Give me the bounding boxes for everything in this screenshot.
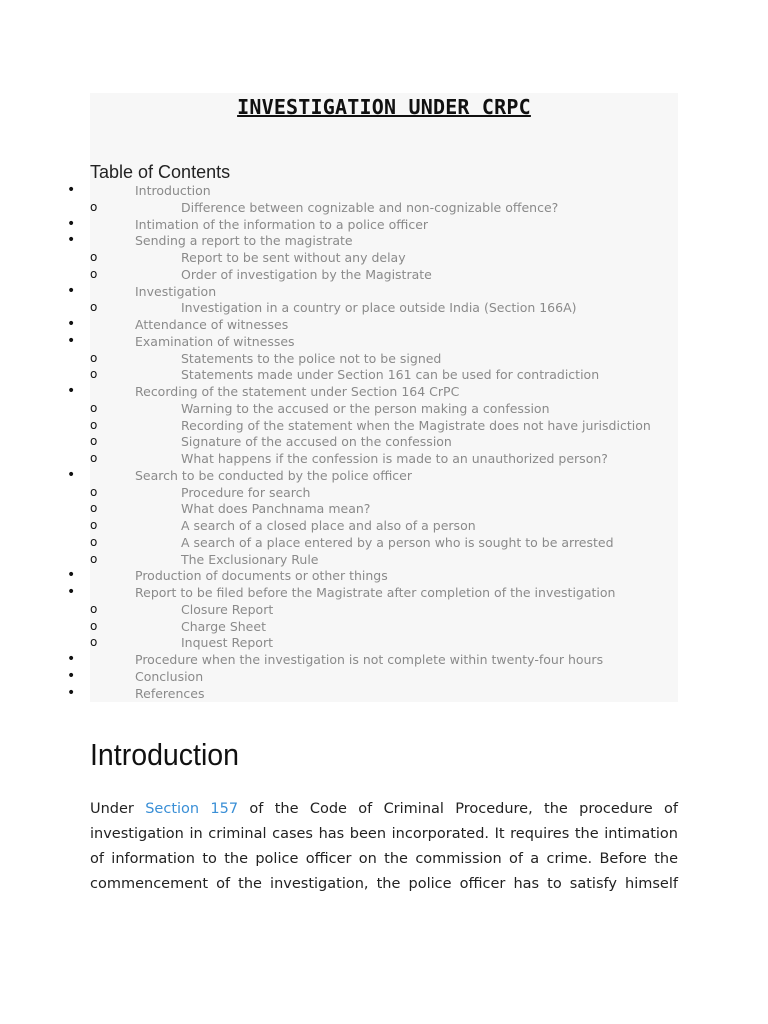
circle-bullet-icon: o xyxy=(90,601,98,616)
bullet-icon: • xyxy=(67,567,76,584)
bullet-icon: • xyxy=(67,667,76,684)
toc-link[interactable]: Search to be conducted by the police officer xyxy=(135,467,413,483)
document-title: INVESTIGATION UNDER CRPC xyxy=(237,95,531,119)
bullet-icon: • xyxy=(67,651,76,667)
toc-link[interactable]: Production of documents or other things xyxy=(135,568,388,584)
toc-item[interactable] xyxy=(90,299,577,316)
circle-bullet-icon: o xyxy=(90,551,98,566)
toc-item[interactable] xyxy=(90,450,608,467)
toc-link[interactable]: Order of investigation by the Magistrate xyxy=(181,266,432,282)
circle-bullet-icon: o xyxy=(90,618,98,633)
toc-item[interactable] xyxy=(90,417,651,434)
toc-item[interactable] xyxy=(90,517,476,534)
toc-link[interactable]: Closure Report xyxy=(181,601,274,617)
toc-link[interactable]: Statements made under Section 161 can be used for contradiction xyxy=(181,367,600,383)
toc-item[interactable] xyxy=(67,584,616,601)
toc-link[interactable]: Report to be sent without any delay xyxy=(181,250,406,265)
circle-bullet-icon: o xyxy=(90,250,98,264)
section-157-link[interactable]: Section 157 xyxy=(145,801,239,817)
toc-item[interactable] xyxy=(90,634,273,651)
paragraph-text: of the Code of Criminal Procedure, the procedure of xyxy=(249,801,679,817)
toc-link[interactable]: Introduction xyxy=(135,183,211,198)
toc-item[interactable] xyxy=(90,266,432,283)
toc-item[interactable] xyxy=(67,332,295,350)
toc-item[interactable] xyxy=(67,182,211,199)
toc-link[interactable]: References xyxy=(135,685,205,701)
toc-link[interactable]: Procedure when the investigation is not complete within twenty-four hours xyxy=(135,652,604,667)
toc-link[interactable]: Charge Sheet xyxy=(181,618,266,634)
toc-item[interactable] xyxy=(90,350,442,367)
circle-bullet-icon: o xyxy=(90,534,98,549)
toc-item[interactable] xyxy=(90,601,274,618)
circle-bullet-icon: o xyxy=(90,367,98,382)
bullet-icon: • xyxy=(67,332,76,349)
toc-link[interactable]: Recording of the statement under Section 164 CrPC xyxy=(135,384,460,399)
bullet-icon: • xyxy=(67,584,76,600)
circle-bullet-icon: o xyxy=(90,501,98,516)
toc-link[interactable]: Intimation of the information to a police officer xyxy=(135,216,429,232)
toc-item[interactable] xyxy=(67,215,429,233)
toc-link[interactable]: Difference between cognizable and non-cognizable offence? xyxy=(181,199,559,215)
toc-item[interactable] xyxy=(90,500,371,517)
toc-link[interactable]: What does Panchnama mean? xyxy=(181,501,371,517)
toc-item[interactable] xyxy=(90,618,266,635)
toc-link[interactable]: Investigation xyxy=(135,283,217,299)
toc-link[interactable]: Procedure for search xyxy=(181,484,311,500)
toc-link[interactable]: Statements to the police not to be signed xyxy=(181,350,442,366)
circle-bullet-icon: o xyxy=(90,451,98,465)
toc-item[interactable] xyxy=(67,684,205,702)
bullet-icon: • xyxy=(67,316,76,332)
toc-link[interactable]: Report to be filed before the Magistrate after completion of the investigation xyxy=(135,585,616,600)
toc-item[interactable] xyxy=(67,651,604,668)
toc-link[interactable]: Recording of the statement when the Magistrate does not have jurisdiction xyxy=(181,417,651,433)
toc-link[interactable]: Signature of the accused on the confession xyxy=(181,434,452,450)
bullet-icon: • xyxy=(67,282,76,299)
bullet-icon: • xyxy=(67,466,76,483)
toc-link[interactable]: Investigation in a country or place outside India (Section 166A) xyxy=(181,300,577,316)
toc-item[interactable] xyxy=(90,249,406,266)
circle-bullet-icon: o xyxy=(90,350,98,365)
bullet-icon: • xyxy=(67,232,76,249)
introduction-heading: Introduction xyxy=(90,737,240,772)
bullet-icon: • xyxy=(67,182,76,198)
toc-link[interactable]: Inquest Report xyxy=(181,635,273,651)
toc-item[interactable] xyxy=(67,667,204,685)
toc-item[interactable] xyxy=(67,383,460,400)
toc-link[interactable]: Sending a report to the magistrate xyxy=(135,233,353,249)
bullet-icon: • xyxy=(67,684,76,701)
circle-bullet-icon: o xyxy=(90,417,98,432)
introduction-paragraph xyxy=(90,797,678,897)
paragraph-line-1 xyxy=(90,797,678,822)
circle-bullet-icon: o xyxy=(90,199,98,214)
toc-item[interactable] xyxy=(90,366,600,383)
toc-item[interactable] xyxy=(90,484,311,501)
paragraph-line-2: investigation in criminal cases has been incorporated. It requires the intimation xyxy=(90,826,678,842)
toc-item[interactable] xyxy=(67,567,388,584)
paragraph-line-4: commencement of the investigation, the police officer has to satisfy himself xyxy=(90,876,678,892)
toc-link[interactable]: Conclusion xyxy=(135,668,204,684)
circle-bullet-icon: o xyxy=(90,484,98,499)
circle-bullet-icon: o xyxy=(90,300,98,315)
toc-item[interactable] xyxy=(90,551,319,568)
paragraph-text: Under xyxy=(90,801,134,817)
toc-item[interactable] xyxy=(90,433,452,450)
toc-link[interactable]: A search of a place entered by a person who is sought to be arrested xyxy=(181,534,614,550)
toc-item[interactable] xyxy=(67,316,289,333)
toc-item[interactable] xyxy=(67,466,413,484)
toc-item[interactable] xyxy=(67,282,217,300)
bullet-icon: • xyxy=(67,215,76,232)
paragraph-line-3: of information to the police officer on the commission of a crime. Before the xyxy=(90,851,678,867)
toc-link[interactable]: What happens if the confession is made to an unauthorized person? xyxy=(181,451,608,466)
toc-item[interactable] xyxy=(90,534,614,551)
toc-heading: Table of Contents xyxy=(90,162,231,182)
circle-bullet-icon: o xyxy=(90,434,98,449)
circle-bullet-icon: o xyxy=(90,518,98,532)
toc-item[interactable] xyxy=(90,400,550,417)
toc-link[interactable]: Warning to the accused or the person making a confession xyxy=(181,400,550,416)
bullet-icon: • xyxy=(67,383,76,399)
toc-link[interactable]: The Exclusionary Rule xyxy=(181,551,319,567)
toc-link[interactable]: A search of a closed place and also of a person xyxy=(181,518,476,533)
toc-link[interactable]: Attendance of witnesses xyxy=(135,317,289,332)
toc-link[interactable]: Examination of witnesses xyxy=(135,333,295,349)
toc-item[interactable] xyxy=(90,199,559,216)
circle-bullet-icon: o xyxy=(90,266,98,281)
circle-bullet-icon: o xyxy=(90,635,98,650)
toc-item[interactable] xyxy=(67,232,353,249)
circle-bullet-icon: o xyxy=(90,400,98,415)
